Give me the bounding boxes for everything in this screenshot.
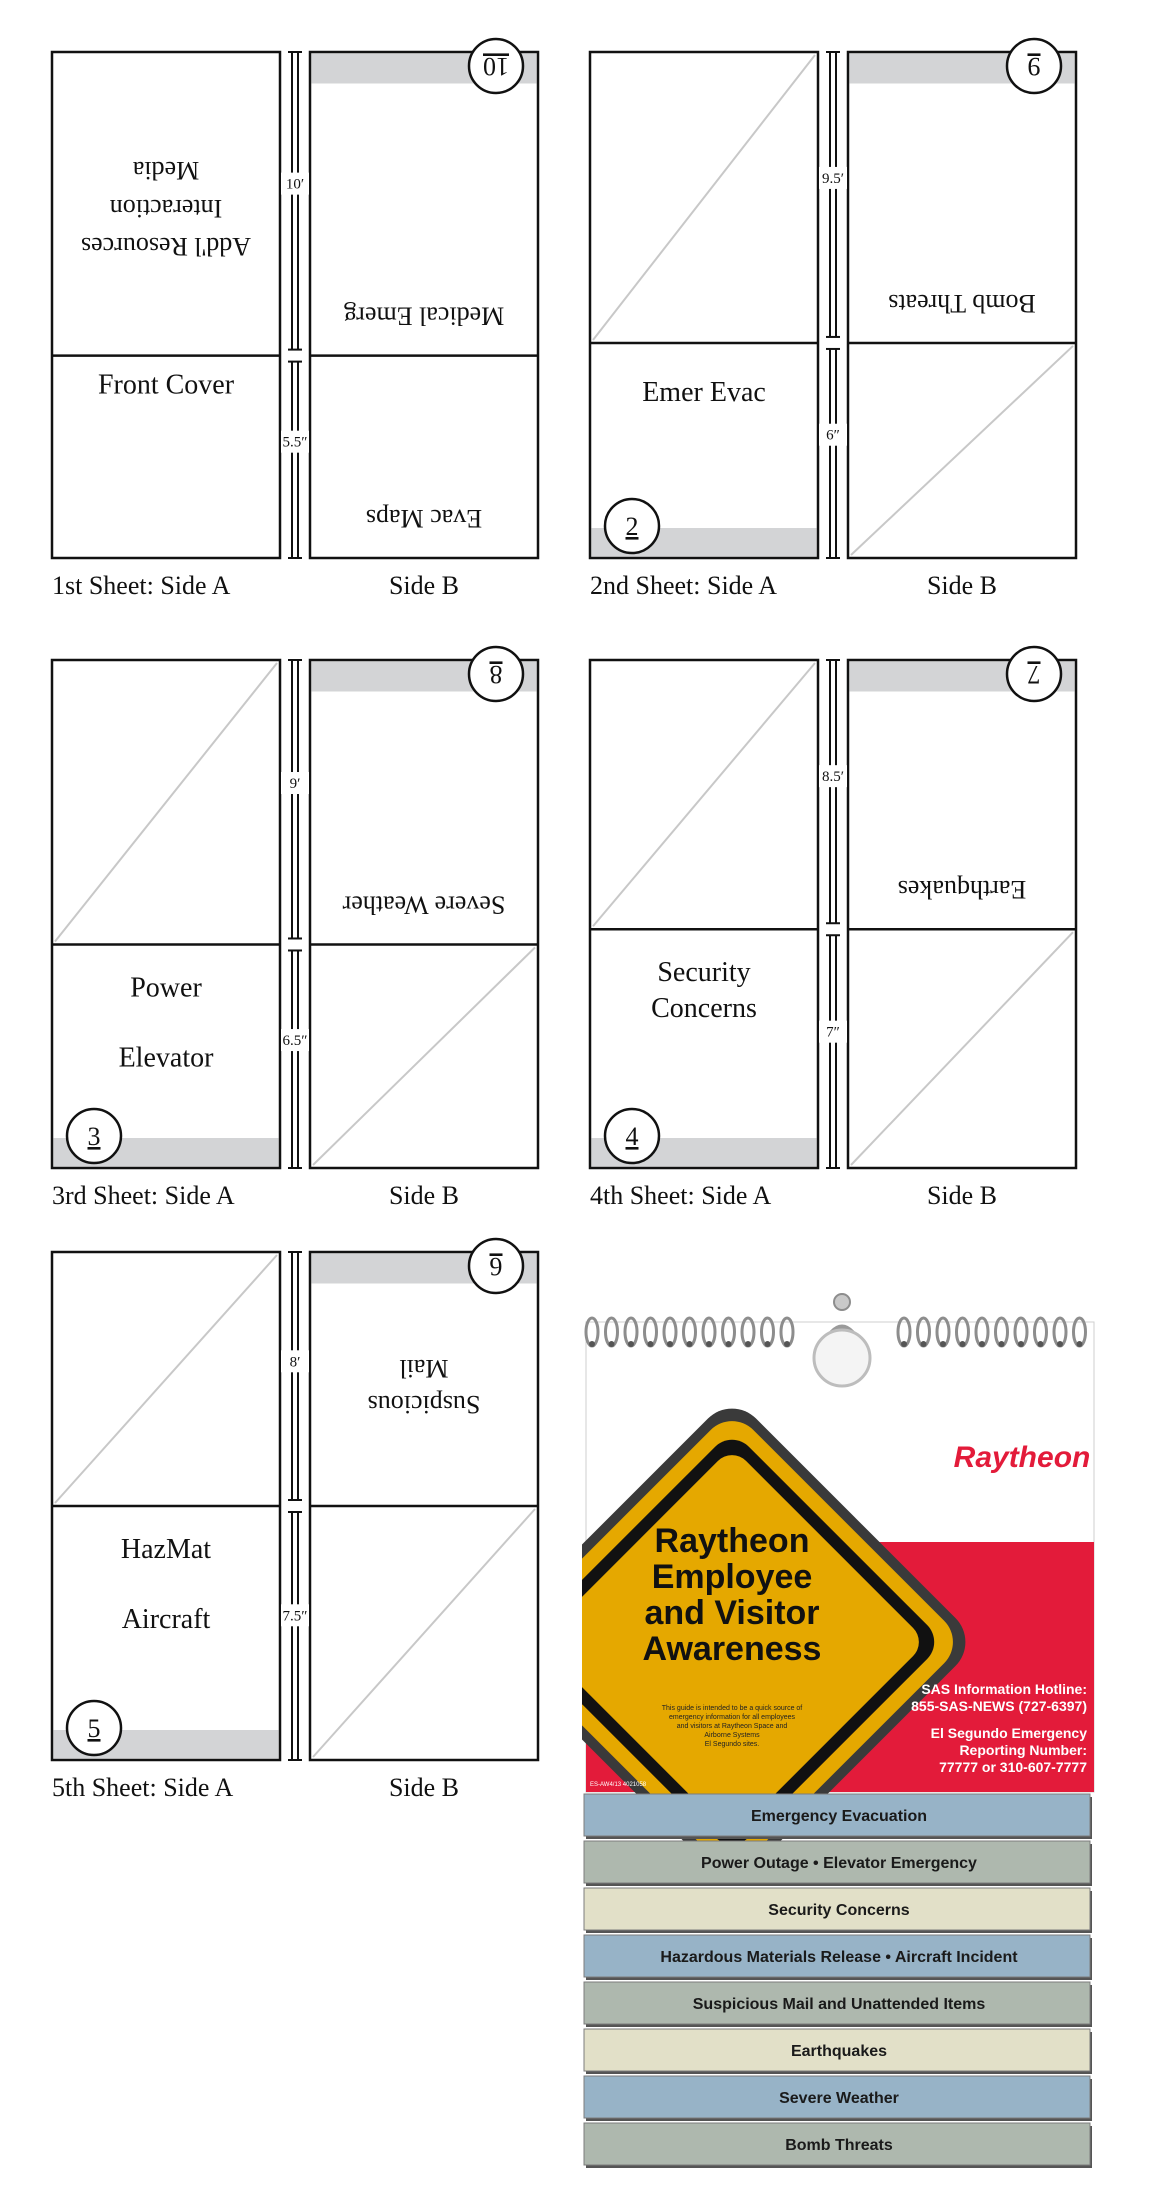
hanger-ring — [814, 1330, 870, 1386]
binding-hole — [1077, 1341, 1083, 1347]
emergency-text: El Segundo Emergency — [930, 1725, 1087, 1741]
dimension-label: 10′ — [285, 176, 305, 193]
dimension-label: 8.5′ — [821, 769, 845, 786]
panel-label: HazMat — [120, 1534, 212, 1565]
binding-hole — [940, 1341, 946, 1347]
sheet-caption: 2nd Sheet: Side A — [590, 571, 778, 600]
sign-title: and Visitor — [644, 1594, 820, 1632]
panel-label: Power — [130, 972, 202, 1004]
upside-down-label: Add'l Resources — [80, 232, 252, 261]
sign-note: El Segundo sites. — [704, 1741, 760, 1748]
binding-hole — [706, 1341, 712, 1347]
binding-hole — [1038, 1341, 1044, 1347]
binding-hole — [745, 1341, 751, 1347]
side-b-caption: Side B — [388, 571, 460, 600]
sign-note: and visitors at Raytheon Space and — [676, 1723, 788, 1730]
binding-hole — [1018, 1341, 1024, 1347]
sheet-caption: 3rd Sheet: Side A — [52, 1181, 235, 1210]
sheet-4 — [590, 647, 1076, 1210]
sheet-caption: 5th Sheet: Side A — [52, 1773, 234, 1802]
upside-down-label: Mail — [399, 1354, 449, 1383]
page-number: 6 — [489, 1252, 503, 1281]
page-number: 5 — [87, 1714, 101, 1743]
dimension-label: 9′ — [289, 776, 301, 793]
section-tab-label: Hazardous Materials Release • Aircraft Incident — [660, 1949, 1018, 1966]
binding-hole — [687, 1341, 693, 1347]
upside-down-label: Bomb Threats — [888, 288, 1036, 318]
binding-hole — [979, 1341, 985, 1347]
section-tab-label: Earthquakes — [790, 2043, 888, 2060]
side-a-sheet — [52, 660, 280, 1168]
page-number: 4 — [625, 1122, 639, 1151]
emergency-text: Reporting Number: — [959, 1742, 1087, 1758]
dimension-label: 8′ — [289, 1354, 301, 1371]
binding-hole — [901, 1341, 907, 1347]
sign-title: Raytheon — [654, 1522, 810, 1560]
side-b-sheet — [848, 660, 1076, 1168]
dimension-label: 6.5″ — [282, 1033, 308, 1050]
binding-hole — [1057, 1341, 1063, 1347]
binding-hole — [960, 1341, 966, 1347]
section-tab-label: Security Concerns — [768, 1902, 910, 1919]
hotline-text: SAS Information Hotline: — [921, 1681, 1087, 1697]
panel-label: Aircraft — [121, 1604, 211, 1635]
sign-title: Employee — [651, 1558, 813, 1596]
page-number: 8 — [489, 660, 503, 689]
dimension-label: 5.5″ — [282, 434, 308, 451]
side-a-sheet — [590, 660, 818, 1168]
upside-down-label: Earthquakes — [897, 875, 1027, 905]
side-b-caption: Side B — [388, 1181, 460, 1210]
section-tab-label: Bomb Threats — [785, 2137, 893, 2154]
document-number: ES-AW4/13 4021058 — [590, 1782, 647, 1788]
page-number: 10 — [483, 52, 509, 81]
side-b-caption: Side B — [388, 1773, 460, 1802]
binding-hole — [921, 1341, 927, 1347]
page-number: 7 — [1027, 660, 1041, 689]
page-number: 9 — [1027, 52, 1041, 81]
section-tab-label: Severe Weather — [779, 2090, 899, 2107]
binding-hole — [784, 1341, 790, 1347]
binding-hole — [589, 1341, 595, 1347]
binding-hole — [667, 1341, 673, 1347]
binding-hole — [765, 1341, 771, 1347]
panel-label: Elevator — [118, 1042, 214, 1074]
brand-logo: Raytheon — [953, 1441, 1091, 1474]
section-tab-label: Suspicious Mail and Unattended Items — [692, 1996, 986, 2013]
upside-down-label: Severe Weather — [342, 890, 506, 920]
side-b-caption: Side B — [926, 1181, 998, 1210]
sheet-caption: 4th Sheet: Side A — [590, 1181, 772, 1210]
dimension-label: 6″ — [826, 427, 840, 444]
page-number: 2 — [625, 512, 639, 541]
panel-label: Concerns — [651, 993, 757, 1025]
hotline-text: 855-SAS-NEWS (727-6397) — [911, 1698, 1087, 1714]
side-a-sheet — [590, 52, 818, 558]
sheet-2 — [590, 39, 1076, 600]
emergency-text: 77777 or 310-607-7777 — [939, 1759, 1087, 1775]
dimension-label: 7.5″ — [282, 1608, 308, 1625]
section-tab-label: Power Outage • Elevator Emergency — [701, 1855, 977, 1872]
sheet-1 — [52, 39, 538, 600]
side-b-caption: Side B — [926, 571, 998, 600]
panel-label: Security — [657, 957, 751, 989]
panel-label: Emer Evac — [642, 376, 766, 408]
hanger-pin — [834, 1294, 850, 1310]
binding-hole — [726, 1341, 732, 1347]
flipchart-cover-illustration — [582, 1262, 1100, 2172]
sheet-3 — [52, 647, 538, 1210]
upside-down-label: Media — [132, 156, 200, 185]
sign-title: Awareness — [642, 1630, 822, 1668]
page-number: 3 — [87, 1122, 101, 1151]
upside-down-label: Evac Maps — [365, 504, 483, 533]
upside-down-label: Suspicious — [367, 1390, 481, 1419]
sheet-5 — [52, 1239, 538, 1802]
upside-down-label: Medical Emerg — [343, 301, 505, 331]
sign-note: emergency information for all employees — [668, 1714, 796, 1721]
upside-down-label: Interaction — [109, 194, 223, 223]
sign-note: Airborne Systems — [704, 1732, 760, 1739]
side-a-sheet — [52, 52, 280, 558]
sign-note: This guide is intended to be a quick source of — [661, 1705, 803, 1712]
binding-hole — [648, 1341, 654, 1347]
binding-hole — [999, 1341, 1005, 1347]
sheet-caption: 1st Sheet: Side A — [52, 571, 231, 600]
section-tab-label: Emergency Evacuation — [750, 1808, 928, 1825]
dimension-label: 9.5′ — [821, 170, 845, 187]
panel-label: Front Cover — [97, 369, 235, 401]
binding-hole — [609, 1341, 615, 1347]
dimension-label: 7″ — [826, 1024, 840, 1041]
binding-hole — [628, 1341, 634, 1347]
